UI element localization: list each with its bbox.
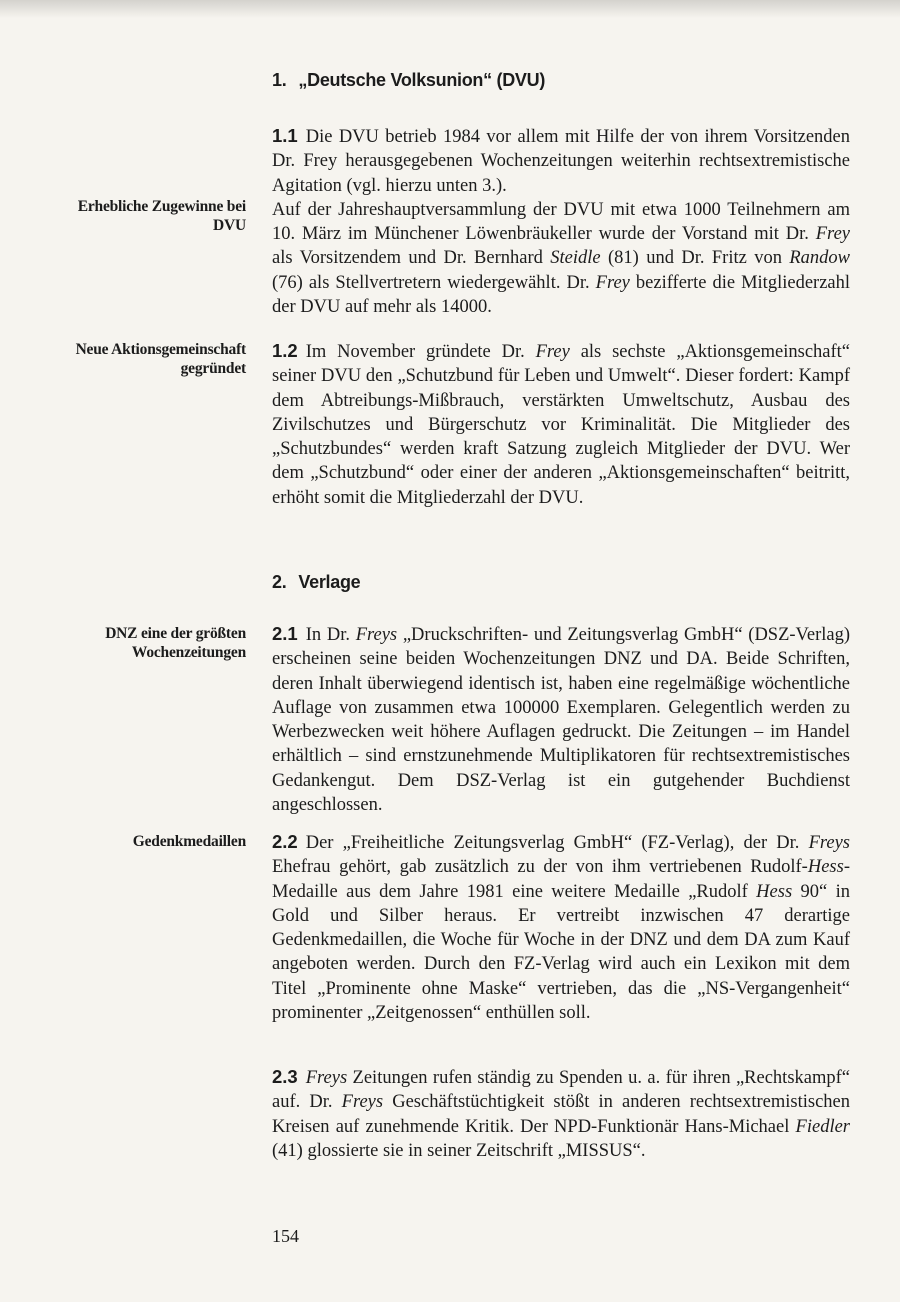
section-title: „Deutsche Volksunion“ (DVU) bbox=[298, 70, 546, 90]
paragraph-text bbox=[272, 1065, 850, 1163]
paragraph-text bbox=[272, 622, 850, 817]
text-run: als Vorsitzendem und Dr. Bernhard bbox=[272, 248, 551, 269]
paragraph-2-1 bbox=[272, 622, 850, 817]
text-run: 90“ in Gold und Silber heraus. Er vertreibt inzwischen 47 derartige Gedenkmedaillen, die Woche für Woche in der DNZ und dem DA zum Kauf angeboten werden. Durch den FZ-Verlag wird auch ein Lexikon mit dem Titel „Prominente ohne Maske“ vertrieben, das die „NS-Vergangenheit“ prominenter „Zeitgenossen“ enthüllen soll. bbox=[272, 881, 850, 1024]
text-run: Geschäftstüchtigkeit stößt in anderen rechtsextremistischen Kreisen auf zunehmende Kritik. Der NPD-Funktionär Hans-Michael bbox=[272, 1092, 850, 1137]
paragraph-number: 1.2 bbox=[272, 340, 298, 361]
person-name: Fiedler bbox=[795, 1116, 850, 1137]
section-number: 1. bbox=[272, 70, 287, 90]
person-name: Freys bbox=[808, 833, 850, 853]
page-number: 154 bbox=[272, 1226, 299, 1246]
paragraph-2-2 bbox=[272, 830, 850, 1025]
paragraph-text bbox=[272, 198, 850, 319]
person-name: Hess bbox=[807, 857, 844, 878]
person-name: Steidle bbox=[550, 248, 601, 269]
person-name: Freys bbox=[355, 625, 398, 645]
text-run: Die DVU betrieb 1984 vor allem mit Hilfe der von ihrem Vorsitzenden Dr. Frey herausgegebenen Wochenzeitungen weiterhin rechtsextremistische Agitation (vgl. hierzu unten 3.). bbox=[272, 127, 850, 196]
text-run: „Druckschriften- und Zeitungsverlag GmbH“ (DSZ-Verlag) erscheinen seine beiden Wochenzeitungen DNZ und DA. Beide Schriften, deren Inhalt überwiegend identisch ist, haben eine regelmäßige wöchentliche Auflage von zusammen etwa 100000 Exemplaren. Gelegentlich werden zu Werbezwecken weit höhere Auflagen gedruckt. Die Zeitungen – im Handel erhältlich – sind ernstzunehmende Multiplikatoren für rechtsextremistisches Gedankengut. Dem DSZ-Verlag ist ein gutgehender Buchdienst angeschlossen. bbox=[272, 625, 850, 816]
paragraph-number: 2.2 bbox=[272, 831, 298, 852]
paragraph-1-2 bbox=[272, 339, 850, 510]
text-run: (41) glossierte sie in seiner Zeitschrift „MISSUS“. bbox=[272, 1140, 646, 1161]
text-run: -Medaille aus dem Jahre 1981 eine weitere Medaille „Rudolf bbox=[272, 857, 850, 902]
paragraph-text bbox=[272, 339, 850, 510]
paragraph-1-1 bbox=[272, 124, 850, 319]
margin-note: Gedenkmedaillen bbox=[132, 833, 246, 850]
paragraph-number: 2.1 bbox=[272, 623, 298, 644]
section-2-heading bbox=[272, 572, 360, 593]
margin-note: Neue Aktionsgemeinschaft gegründet bbox=[75, 341, 246, 377]
text-run: (81) und Dr. Fritz von bbox=[600, 248, 790, 269]
person-name: Hess bbox=[756, 881, 793, 902]
section-number: 2. bbox=[272, 572, 287, 592]
text-run: als sechste „Aktionsgemeinschaft“ seiner DVU den „Schutzbund für Leben und Umwelt“. Dieser fordert: Kampf dem Abtreibungs-Mißbrauch, verstärkten Umweltschutz, Ausbau des Zivilschutzes und Bürgerschutz vor Kriminalität. Die Mitglieder des „Schutzbundes“ werden kraft Satzung zugleich Mitglieder der DVU. Wer dem „Schutzbund“ oder einer der anderen „Aktionsgemeinschaften“ beitritt, erhöht somit die Mitgliederzahl der DVU. bbox=[272, 342, 850, 508]
paragraph-2-3 bbox=[272, 1065, 850, 1163]
text-run: In Dr. bbox=[305, 625, 356, 645]
text-run: Zeitungen rufen ständig zu Spenden u. a. für ihren „Rechtskampf“ auf. Dr. bbox=[272, 1068, 850, 1113]
text-run: Ehefrau gehört, gab zusätzlich zu der von ihm vertriebenen Rudolf- bbox=[272, 857, 808, 878]
person-name: Freys bbox=[341, 1092, 384, 1113]
text-run: bezifferte die Mitgliederzahl der DVU auf mehr als 14000. bbox=[272, 272, 851, 318]
person-name: Frey bbox=[535, 342, 570, 362]
margin-note: DNZ eine der größten Wochenzeitungen bbox=[105, 625, 246, 661]
person-name: Frey bbox=[815, 224, 850, 245]
text-run: Im November gründete Dr. bbox=[305, 342, 536, 362]
text-run: Der „Freiheitliche Zeitungsverlag GmbH“ (FZ-Verlag), der Dr. bbox=[305, 833, 809, 853]
person-name: Randow bbox=[789, 248, 850, 269]
text-run: Auf der Jahreshauptversammlung der DVU mit etwa 1000 Teilnehmern am 10. März im Münchener Löwenbräukeller wurde der Vorstand mit Dr. bbox=[272, 199, 850, 245]
paragraph-text bbox=[272, 124, 850, 198]
person-name: Frey bbox=[595, 272, 630, 293]
text-run: (76) als Stellvertretern wiedergewählt. Dr. bbox=[272, 272, 596, 293]
paragraph-text bbox=[272, 830, 850, 1025]
section-title: Verlage bbox=[298, 572, 361, 592]
person-name: Freys bbox=[305, 1068, 348, 1088]
section-1-heading bbox=[272, 70, 545, 91]
scan-edge-shade bbox=[0, 0, 900, 18]
paragraph-number: 1.1 bbox=[272, 125, 298, 146]
margin-note: Erhebliche Zugewinne bei DVU bbox=[77, 198, 246, 234]
paragraph-number: 2.3 bbox=[272, 1066, 298, 1087]
